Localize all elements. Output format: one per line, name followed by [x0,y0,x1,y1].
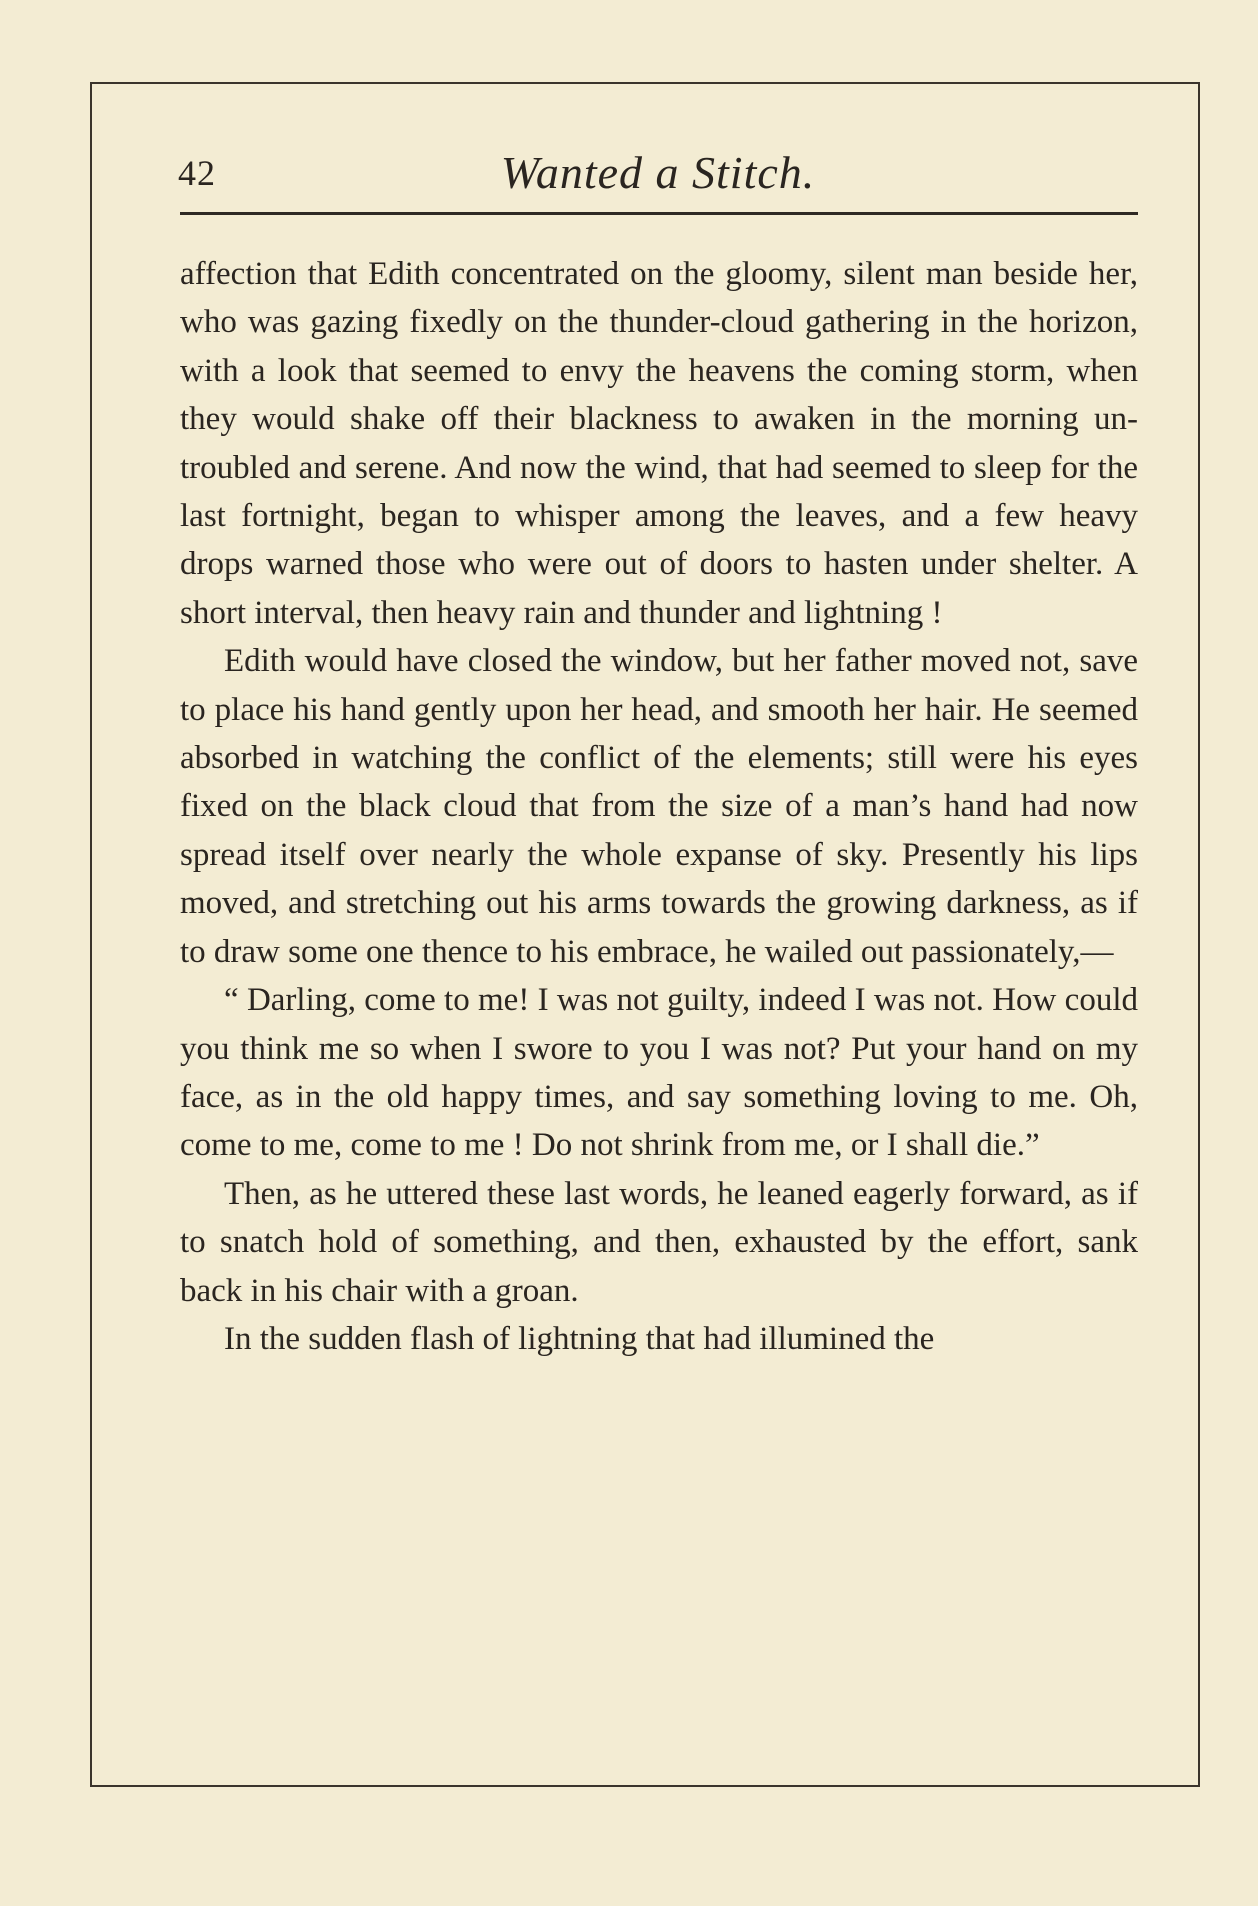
paragraph: affection that Edith concentrated on the gloomy, silent man beside her, who was gazing fixedly on the thunder-cloud gathering in the horizon, with a look that seemed to envy the heavens the coming storm, when they would shake off their blackness to awaken in the morning un-troubled and serene. And now the wind, that had seemed to sleep for the last fortnight, began to whisper among the leaves, and a few heavy drops warned those who were out of doors to hasten under shelter. A short interval, then heavy rain and thunder and lightning ! [180,256,1138,631]
paragraph: Then, as he uttered these last words, he leaned eagerly forward, as if to snatch hold of something, and then, exhausted by the effort, sank back in his chair with a groan. [180,1175,1138,1309]
paragraph: In the sudden flash of lightning that had illumined the [224,1320,935,1357]
page-number: 42 [178,153,216,193]
header-rule [180,212,1138,215]
running-head [178,146,1138,206]
body-text [180,250,1138,1363]
running-title: Wanted a Stitch. [500,147,816,198]
paragraph: Edith would have closed the window, but her father moved not, save to place his hand gently upon her head, and smooth her hair. He seemed absorbed in watching the conflict of the elements; still were his eyes fixed on the black cloud that from the size of a man’s hand had now spread itself over nearly the whole expanse of sky. Presently his lips moved, and stretching out his arms towards the growing darkness, as if to draw some one thence to his embrace, he wailed out passionately,— [180,643,1138,970]
paragraph: “ Darling, come to me! I was not guilty, indeed I was not. How could you think me so when I swore to you I was not? Put your hand on my face, as in the old happy times, and say something loving to me. Oh, come to me, come to me ! Do not shrink from me, or I shall die.” [180,982,1138,1164]
